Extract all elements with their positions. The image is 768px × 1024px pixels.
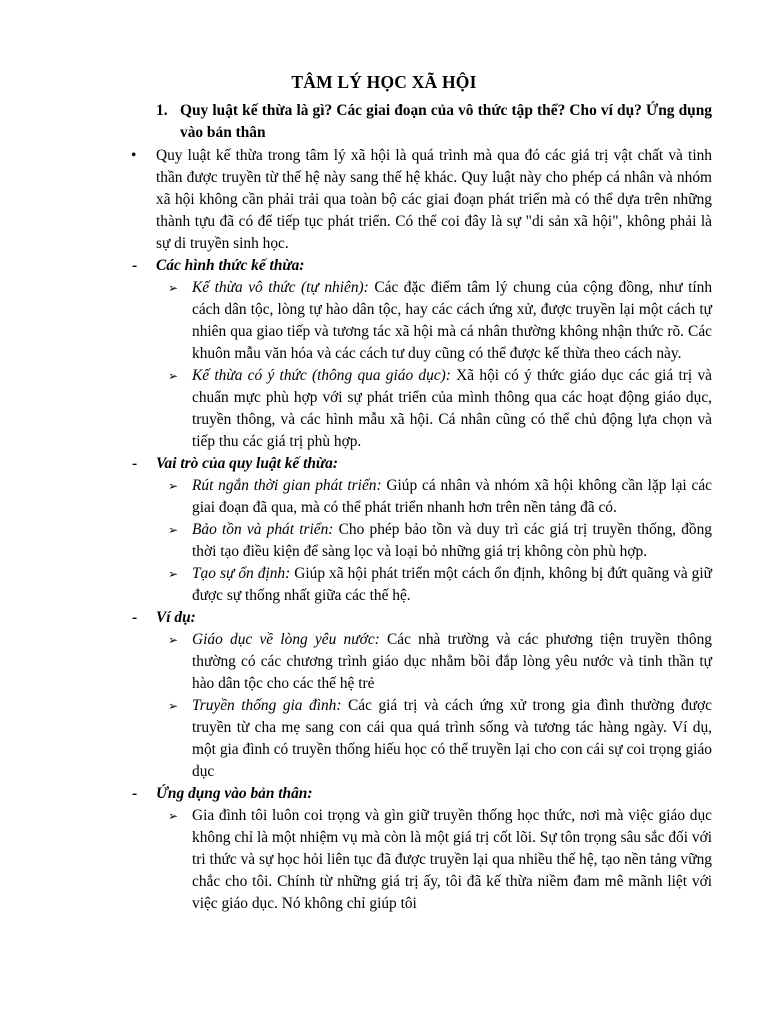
question-text: Quy luật kế thừa là gì? Các giai đoạn của vô thức tập thể? Cho ví dụ? Ứng dụng vào bản thân xyxy=(180,102,712,141)
intro-paragraph xyxy=(131,145,712,255)
arrow-bullet-icon: ➢ xyxy=(168,281,179,295)
section-heading: Các hình thức kế thừa: xyxy=(156,257,305,274)
document-body xyxy=(131,145,713,915)
section-forms xyxy=(132,255,712,277)
list-item xyxy=(168,519,712,563)
arrow-bullet-icon: ➢ xyxy=(168,523,179,537)
section-heading: Ví dụ: xyxy=(156,609,196,626)
item-lead: Kế thừa có ý thức (thông qua giáo dục): xyxy=(192,367,451,384)
list-item xyxy=(168,365,712,453)
item-text: Các đặc điểm tâm lý chung của cộng đồng, như tính cách dân tộc, lòng tự hào dân tộc, hay các cách ứng xử, được truyền lại một cách tự nhiên qua giao tiếp và tương tác xã hội mà cá nhân thường không nhận thức rõ. Các khuôn mẫu văn hóa và các cách tư duy cũng có thể được kế thừa theo cách này. xyxy=(192,279,713,362)
question-heading xyxy=(156,100,712,144)
item-text: Giúp xã hội phát triển một cách ổn định, không bị đứt quãng và giữ được sự thống nhất giữa các thế hệ. xyxy=(192,565,712,604)
item-lead: Bảo tồn và phát triển: xyxy=(192,521,334,538)
list-item xyxy=(168,475,712,519)
item-text: Cho phép bảo tồn và duy trì các giá trị truyền thống, đồng thời tạo điều kiện để sàng lọc và loại bỏ những giá trị không còn phù hợp. xyxy=(192,521,712,560)
section-heading: Vai trò của quy luật kế thừa: xyxy=(156,455,338,472)
section-examples xyxy=(132,607,712,629)
dash-marker: - xyxy=(132,455,138,472)
item-lead: Giáo dục về lòng yêu nước: xyxy=(192,631,380,648)
item-lead: Tạo sự ổn định: xyxy=(192,565,291,582)
item-lead: Rút ngắn thời gian phát triển: xyxy=(192,477,382,494)
item-lead: Kế thừa vô thức (tự nhiên): xyxy=(192,279,369,296)
question-number: 1. xyxy=(156,102,168,119)
list-item xyxy=(168,563,712,607)
arrow-bullet-icon: ➢ xyxy=(168,479,179,493)
list-item xyxy=(168,277,713,365)
list-item xyxy=(168,805,712,915)
item-text: Gia đình tôi luôn coi trọng và gìn giữ truyền thống học thức, nơi mà việc giáo dục không chỉ là một nhiệm vụ mà còn là một giá trị cốt lõi. Sự tôn trọng sâu sắc đối với tri thức và sự học hỏi liên tục đã được truyền lại qua nhiều thế hệ, tạo nền tảng vững chắc cho tôi. Chính từ những giá trị ấy, tôi đã kế thừa niềm đam mê mãnh liệt với việc giáo dục. Nó không chỉ giúp tôi xyxy=(192,807,712,912)
document-title: TÂM LÝ HỌC XÃ HỘI xyxy=(291,72,477,92)
list-item xyxy=(168,695,712,783)
bullet-icon: • xyxy=(131,147,137,164)
intro-text: Quy luật kế thừa trong tâm lý xã hội là quá trình mà qua đó các giá trị vật chất và tinh thần được truyền từ thế hệ này sang thế hệ khác. Quy luật này cho phép cá nhân và nhóm xã hội không cần phải trải qua toàn bộ các giai đoạn phát triển mà có thể dựa trên những thành tựu đã có để tiếp tục phát triển. Có thể coi đây là sự "di sản xã hội", không phải là sự di truyền sinh học. xyxy=(156,147,712,252)
arrow-bullet-icon: ➢ xyxy=(168,567,179,581)
item-text: Giúp cá nhân và nhóm xã hội không cần lặp lại các giai đoạn đã qua, mà có thể phát triển nhanh hơn trên nền tảng đã có. xyxy=(192,477,712,516)
item-text: Các nhà trường và các phương tiện truyền thông thường có các chương trình giáo dục nhằm bồi đắp lòng yêu nước và tinh thần tự hào dân tộc cho các thế hệ trẻ xyxy=(192,631,712,692)
section-heading: Ứng dụng vào bản thân: xyxy=(156,785,313,802)
list-item xyxy=(168,629,712,695)
arrow-bullet-icon: ➢ xyxy=(168,369,179,383)
dash-marker: - xyxy=(132,609,138,626)
dash-marker: - xyxy=(132,257,138,274)
item-text: Các giá trị và cách ứng xử trong gia đình thường được truyền từ cha mẹ sang con cái qua quá trình sống và tương tác hàng ngày. Ví dụ, một gia đình có truyền thống hiếu học có thể truyền lại cho con cái sự coi trọng giáo dục xyxy=(192,697,712,780)
arrow-bullet-icon: ➢ xyxy=(168,809,179,823)
arrow-bullet-icon: ➢ xyxy=(168,699,179,713)
arrow-bullet-icon: ➢ xyxy=(168,633,179,647)
section-application xyxy=(132,783,712,805)
item-lead: Truyền thống gia đình: xyxy=(192,697,342,714)
section-roles xyxy=(132,453,712,475)
item-text: Xã hội có ý thức giáo dục các giá trị và chuẩn mực phù hợp với sự phát triển của mình thông qua các hoạt động giáo dục, truyền thông, và các hình mẫu xã hội. Cá nhân cũng có thể chủ động lựa chọn và tiếp thu các giá trị phù hợp. xyxy=(192,367,712,450)
dash-marker: - xyxy=(132,785,138,802)
